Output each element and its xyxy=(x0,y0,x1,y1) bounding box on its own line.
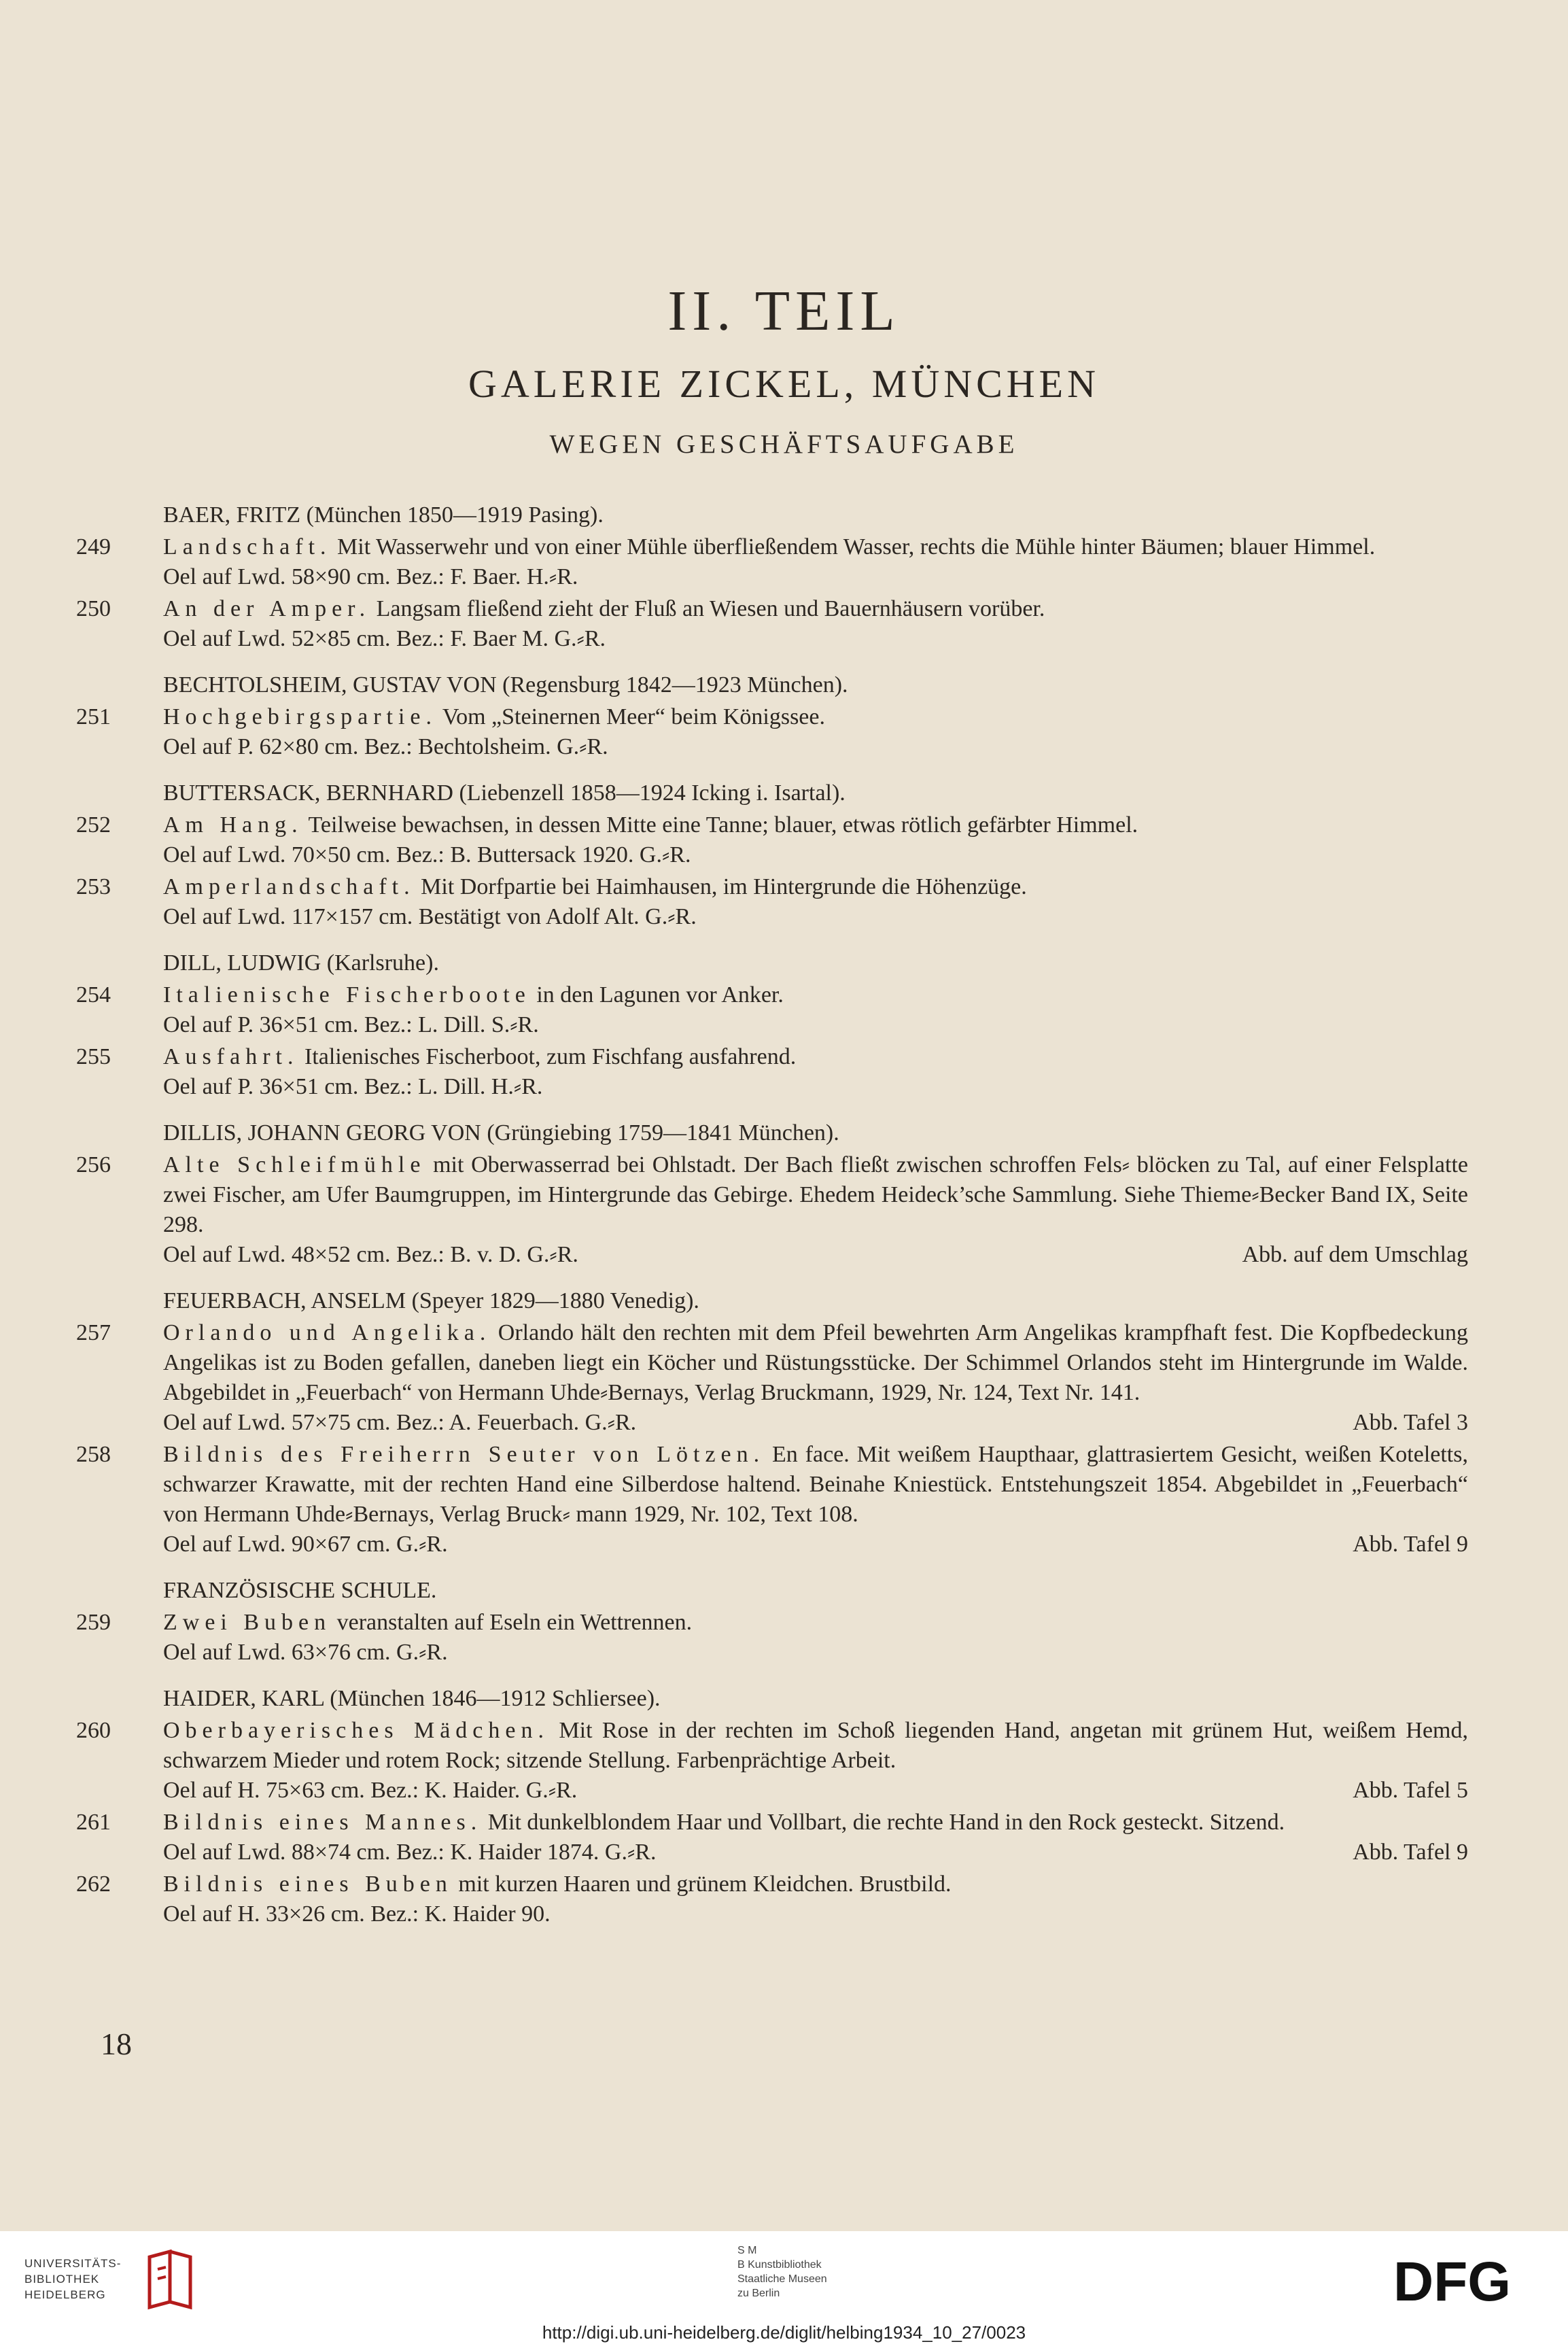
artist-info: (Regensburg 1842—1923 München). xyxy=(496,672,848,697)
page-number: 18 xyxy=(101,2027,132,2061)
catalog-entry xyxy=(0,702,1568,762)
artwork-description: Langsam fließend zieht der Fluß an Wiesen und Bauernhäusern vorüber. xyxy=(370,596,1045,621)
artwork-title: Alte Schleifmühle xyxy=(163,1152,426,1177)
entry-description xyxy=(163,1150,1468,1240)
entry-description xyxy=(163,1716,1468,1776)
artwork-description: Mit dunkelblondem Haar und Vollbart, die rechte Hand in den Rock gesteckt. Sitzend. xyxy=(482,1810,1285,1835)
entry-body xyxy=(163,1150,1468,1270)
artwork-description: mit kurzen Haaren und grünem Kleidchen. Brustbild. xyxy=(452,1872,952,1897)
lot-number: 257 xyxy=(76,1320,111,1345)
spec-line xyxy=(163,1408,1468,1438)
heidelberg-book-icon xyxy=(143,2249,197,2310)
lot-number: 261 xyxy=(76,1810,111,1835)
illustration-reference: Abb. auf dem Umschlag xyxy=(1242,1242,1468,1267)
entry-body xyxy=(163,702,1468,762)
spec-line xyxy=(163,1638,1468,1668)
catalog-entry xyxy=(0,1150,1568,1270)
artwork-description: Italienisches Fischerboot, zum Fischfang ausfahrend. xyxy=(298,1044,797,1069)
artist-name: BECHTOLSHEIM, GUSTAV VON xyxy=(163,672,497,697)
subtitle-heading: WEGEN GESCHÄFTSAUFGABE xyxy=(549,430,1019,459)
museum-line: zu Berlin xyxy=(737,2288,780,2299)
lot-number: 249 xyxy=(76,534,111,559)
lot-number: 259 xyxy=(76,1610,111,1635)
catalog-entry xyxy=(0,1869,1568,1929)
artwork-description: Orlando hält den rechten mit dem Pfeil bewehrten Arm Angelikas krampfhaft fest. Die Kopfbedeckung Angelikas ist zu Boden gefallen, daneben liegt ein Köcher und Rüstungsstücke. Der Schimmel Orlandos steht im Hintergrunde im Walde. Abgebildet in „Feuerbach“ von Hermann Uhde⸗Bernays, Verlag Bruckmann, 1929, Nr. 124, Text Nr. 141. xyxy=(163,1320,1469,1405)
spec-line xyxy=(163,1776,1468,1806)
artist-name: FEUERBACH, ANSELM xyxy=(163,1288,406,1313)
artwork-spec: Oel auf Lwd. 117×157 cm. Bestätigt von Adolf Alt. G.⸗R. xyxy=(163,904,697,929)
artwork-description: in den Lagunen vor Anker. xyxy=(530,982,784,1007)
artwork-spec: Oel auf H. 75×63 cm. Bez.: K. Haider. G.⸗R. xyxy=(163,1778,578,1803)
entry-body xyxy=(163,810,1468,870)
gallery-heading: GALERIE ZICKEL, MÜNCHEN xyxy=(468,362,1100,406)
entry-body xyxy=(163,1440,1468,1559)
entry-description xyxy=(163,1318,1468,1408)
museum-line: B Kunstbibliothek xyxy=(737,2259,822,2271)
illustration-reference: Abb. Tafel 9 xyxy=(1353,1532,1468,1557)
artwork-description: mit Oberwasserrad bei Ohlstadt. Der Bach fließt zwischen schroffen Fels⸗ blöcken zu Tal, auf einer Felsplatte zwei Fischer, am Ufer Baumgruppen, im Hintergrunde das Gebirge. Ehedem Heideck’sche Sammlung. Siehe Thieme⸗Becker Band IX, Seite 298. xyxy=(163,1152,1469,1237)
artwork-spec: Oel auf Lwd. 57×75 cm. Bez.: A. Feuerbach. G.⸗R. xyxy=(163,1410,637,1435)
artist-heading xyxy=(163,1576,1568,1606)
artist-heading xyxy=(163,948,1568,978)
university-line: BIBLIOTHEK xyxy=(24,2273,100,2286)
university-line: UNIVERSITÄTS- xyxy=(24,2257,122,2270)
lot-number: 250 xyxy=(76,596,111,621)
entry-description xyxy=(163,810,1468,840)
footer-bar xyxy=(0,2231,1568,2344)
spec-line xyxy=(163,1010,1468,1040)
artist-name: BUTTERSACK, BERNHARD xyxy=(163,780,453,806)
spec-line xyxy=(163,1838,1468,1867)
artwork-description: Teilweise bewachsen, in dessen Mitte eine Tanne; blauer, etwas rötlich gefärbter Himmel. xyxy=(302,812,1138,838)
catalog-entry xyxy=(0,1042,1568,1102)
artwork-spec: Oel auf Lwd. 58×90 cm. Bez.: F. Baer. H.⸗R. xyxy=(163,564,578,589)
entry-body xyxy=(163,1318,1468,1438)
artwork-spec: Oel auf Lwd. 90×67 cm. G.⸗R. xyxy=(163,1532,448,1557)
artist-info: (Speyer 1829—1880 Venedig). xyxy=(406,1288,699,1313)
artist-name: BAER, FRITZ xyxy=(163,502,301,528)
artwork-spec: Oel auf P. 36×51 cm. Bez.: L. Dill. S.⸗R. xyxy=(163,1012,539,1037)
illustration-reference: Abb. Tafel 3 xyxy=(1353,1410,1468,1435)
lot-number: 258 xyxy=(76,1442,111,1467)
artist-info: (Grüngiebing 1759—1841 München). xyxy=(481,1120,839,1145)
lot-number: 262 xyxy=(76,1872,111,1897)
entry-description xyxy=(163,1608,1468,1638)
entry-body xyxy=(163,1808,1468,1867)
catalog-entry xyxy=(0,1808,1568,1867)
artwork-description: veranstalten auf Eseln ein Wettrennen. xyxy=(331,1610,693,1635)
dfg-logo[interactable] xyxy=(1393,2254,1543,2309)
artwork-title: Oberbayerisches Mädchen. xyxy=(163,1718,549,1743)
entry-description xyxy=(163,1869,1468,1899)
artwork-spec: Oel auf Lwd. 52×85 cm. Bez.: F. Baer M. G.⸗R. xyxy=(163,626,606,651)
artwork-description: Vom „Steinernen Meer“ beim Königssee. xyxy=(437,704,825,729)
spec-line xyxy=(163,1899,1468,1929)
catalog-entry xyxy=(0,1716,1568,1806)
lot-number: 255 xyxy=(76,1044,111,1069)
entry-body xyxy=(163,872,1468,932)
entry-description xyxy=(163,980,1468,1010)
entry-description xyxy=(163,872,1468,902)
artwork-description: Mit Dorfpartie bei Haimhausen, im Hintergrunde die Höhenzüge. xyxy=(415,874,1027,899)
artist-name: HAIDER, KARL xyxy=(163,1686,324,1711)
artist-heading xyxy=(163,670,1568,700)
entry-body xyxy=(163,532,1468,592)
lot-number: 251 xyxy=(76,704,111,729)
museum-line: Staatliche Museen xyxy=(737,2273,827,2285)
artwork-spec: Oel auf P. 62×80 cm. Bez.: Bechtolsheim. G.⸗R. xyxy=(163,734,608,759)
artwork-title: Bildnis eines Mannes. xyxy=(163,1810,483,1835)
artist-info: (Karlsruhe). xyxy=(321,950,439,976)
artist-info: (München 1850—1919 Pasing). xyxy=(300,502,604,528)
lot-number: 253 xyxy=(76,874,111,899)
artwork-title: Amperlandschaft. xyxy=(163,874,415,899)
artwork-spec: Oel auf Lwd. 70×50 cm. Bez.: B. Buttersack 1920. G.⸗R. xyxy=(163,842,691,867)
artwork-title: Hochgebirgspartie. xyxy=(163,704,438,729)
spec-line xyxy=(163,624,1468,654)
artwork-title: Bildnis eines Buben xyxy=(163,1872,453,1897)
entry-description xyxy=(163,532,1468,562)
artwork-spec: Oel auf P. 36×51 cm. Bez.: L. Dill. H.⸗R. xyxy=(163,1074,543,1099)
artwork-description: En face. Mit weißem Haupthaar, glattrasiertem Gesicht, weißen Koteletts, schwarzer Krawatte, mit der rechten Hand eine Silberdose haltend. Beinahe Kniestück. Entstehungszeit 1854. Abgebildet in „Feuerbach“ von Hermann Uhde⸗Bernays, Verlag Bruck⸗ mann 1929, Nr. 102, Text 108. xyxy=(163,1442,1468,1527)
artist-info: (München 1846—1912 Schliersee). xyxy=(324,1686,661,1711)
illustration-reference: Abb. Tafel 9 xyxy=(1353,1840,1468,1865)
catalog-entry xyxy=(0,1608,1568,1668)
artwork-description: Mit Rose in der rechten im Schoß liegenden Hand, angetan mit grünem Hut, weißem Hemd, schwarzem Mieder und rotem Rock; sitzende Stellung. Farbenprächtige Arbeit. xyxy=(163,1718,1468,1773)
catalog-entry xyxy=(0,810,1568,870)
spec-line xyxy=(163,1072,1468,1102)
artwork-title: Landschaft. xyxy=(163,534,332,559)
entry-body xyxy=(163,594,1468,654)
artist-heading xyxy=(163,1286,1568,1316)
catalog-entry xyxy=(0,1318,1568,1438)
artist-name: DILL, LUDWIG xyxy=(163,950,321,976)
illustration-reference: Abb. Tafel 5 xyxy=(1353,1778,1468,1803)
artwork-title: Orlando und Angelika. xyxy=(163,1320,491,1345)
artwork-title: Zwei Buben xyxy=(163,1610,332,1635)
source-url-link[interactable]: http://digi.ub.uni-heidelberg.de/diglit/helbing1934_10_27/0023 xyxy=(542,2322,1026,2343)
artwork-spec: Oel auf Lwd. 48×52 cm. Bez.: B. v. D. G.⸗R. xyxy=(163,1242,578,1267)
artist-name: FRANZÖSISCHE SCHULE. xyxy=(163,1578,437,1603)
lot-number: 252 xyxy=(76,812,111,838)
artist-heading xyxy=(163,1118,1568,1148)
entry-description xyxy=(163,594,1468,624)
catalog-entry xyxy=(0,980,1568,1040)
entry-description xyxy=(163,1042,1468,1072)
entry-description xyxy=(163,1440,1468,1530)
catalog-entry xyxy=(0,532,1568,592)
artist-heading xyxy=(163,1684,1568,1714)
entry-description xyxy=(163,702,1468,732)
entry-body xyxy=(163,1608,1468,1668)
artwork-spec: Oel auf Lwd. 88×74 cm. Bez.: K. Haider 1874. G.⸗R. xyxy=(163,1840,657,1865)
artwork-title: Italienische Fischerboote xyxy=(163,982,531,1007)
lot-number: 254 xyxy=(76,982,111,1007)
university-library-logo[interactable] xyxy=(24,2256,121,2303)
entry-body xyxy=(163,1716,1468,1806)
artist-name: DILLIS, JOHANN GEORG VON xyxy=(163,1120,481,1145)
entry-body xyxy=(163,1869,1468,1929)
museum-info xyxy=(737,2243,827,2300)
artist-heading xyxy=(163,778,1568,808)
artwork-title: Am Hang. xyxy=(163,812,303,838)
part-heading: II. TEIL xyxy=(667,279,901,343)
artwork-title: An der Amper. xyxy=(163,596,371,621)
artwork-spec: Oel auf H. 33×26 cm. Bez.: K. Haider 90. xyxy=(163,1901,551,1927)
artwork-description: Mit Wasserwehr und von einer Mühle überfließendem Wasser, rechts die Mühle hinter Bäumen; blauer Himmel. xyxy=(331,534,1376,559)
spec-line xyxy=(163,1530,1468,1559)
spec-line xyxy=(163,840,1468,870)
spec-line xyxy=(163,732,1468,762)
spec-line xyxy=(163,1240,1468,1270)
spec-line xyxy=(163,902,1468,932)
dfg-text: DFG xyxy=(1393,2254,1512,2309)
lot-number: 260 xyxy=(76,1718,111,1743)
page-headings xyxy=(0,277,1568,461)
artwork-title: Ausfahrt. xyxy=(163,1044,299,1069)
catalog-entry xyxy=(0,872,1568,932)
catalog-entry xyxy=(0,1440,1568,1559)
artist-heading xyxy=(163,500,1568,530)
entry-body xyxy=(163,980,1468,1040)
catalog-list xyxy=(0,484,1568,1929)
lot-number: 256 xyxy=(76,1152,111,1177)
university-line: HEIDELBERG xyxy=(24,2288,106,2301)
museum-line: S M xyxy=(737,2245,757,2256)
artwork-spec: Oel auf Lwd. 63×76 cm. G.⸗R. xyxy=(163,1640,448,1665)
entry-body xyxy=(163,1042,1468,1102)
spec-line xyxy=(163,562,1468,592)
entry-description xyxy=(163,1808,1468,1838)
catalog-entry xyxy=(0,594,1568,654)
artist-info: (Liebenzell 1858—1924 Icking i. Isartal). xyxy=(453,780,846,806)
artwork-title: Bildnis des Freiherrn Seuter von Lötzen. xyxy=(163,1442,765,1467)
